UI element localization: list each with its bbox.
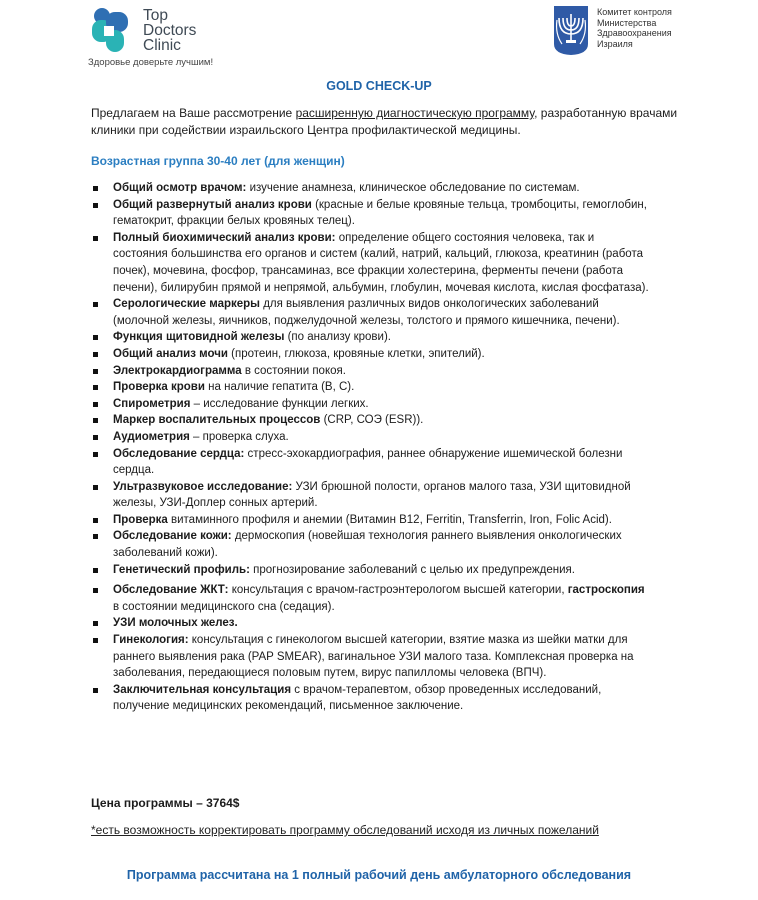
clinic-logo-text: Top Doctors Clinic [143,7,197,54]
item-text: стресс-эхокардиография, раннее обнаружение ишемической болезни сердца. [113,447,623,477]
item-title: Проверка [113,513,168,526]
list-item [91,296,651,329]
list-item [91,230,651,296]
item-text: прогнозирование заболеваний с целью их предупреждения. [249,563,575,576]
item-title: Аудиометрия [113,430,190,443]
item-text: на наличие гепатита (B, C). [204,381,355,394]
list-item [91,512,651,529]
ministry-caption: Комитет контроля Министерства Здравоохранения Израиля [597,7,672,49]
clinic-logo-cross-icon [88,6,132,56]
item-title: Обследование сердца: [113,447,245,460]
item-text: дермоскопия (новейшая технология раннего выявления онкологических заболеваний кожи). [113,530,622,560]
intro-text-end: , разработанную врачами клиники при содействии израильского Центра профилактической медицины. [91,106,678,137]
item-text: – исследование функции легких. [190,397,369,410]
item-text: (по анализу крови). [284,331,391,344]
item-text: – проверка слуха. [189,430,289,443]
item-title: Общий развернутый анализ крови [113,198,312,211]
item-title: УЗИ молочных желез. [113,617,238,630]
list-item [91,562,651,579]
item-title: Общий анализ мочи [113,347,228,360]
list-item [91,363,651,380]
list-item [91,632,651,682]
item-title: Гинекология: [113,634,189,647]
list-item [91,528,651,561]
list-item [91,682,651,715]
intro-program-link-text: расширенную диагностическую программу [295,106,535,120]
list-item [91,197,651,230]
list-item [91,180,651,197]
item-text: для выявления различных видов онкологических заболеваний (молочной железы, яичников, поджелудочной железы, толстого и прямого кишечника, печени). [113,298,620,327]
item-title: Функция щитовидной железы [113,331,285,344]
item-title: Генетический профиль: [113,563,250,576]
item-title: Заключительная консультация [113,683,292,696]
item-title: Обследование ЖКТ: [113,584,229,597]
list-item [91,412,651,429]
list-item [91,329,651,346]
item-text: УЗИ брюшной полости, органов малого таза, УЗИ щитовидной железы, УЗИ-Доплер сонных артерий. [113,480,631,510]
item-text: (красные и белые кровяные тельца, тромбоциты, гемоглобин, гематокрит, фракции белых кровяных телец). [113,198,647,228]
item-text: (протеин, глюкоза, кровяные клетки, эпителий). [227,347,485,360]
item-text: изучение анамнеза, клиническое обследование по системам. [246,182,580,194]
page-title: GOLD CHECK-UP [326,79,432,93]
list-item [91,396,651,413]
list-item [91,379,651,396]
item-text: в состоянии покоя. [241,364,346,377]
checkup-items-list [91,180,651,715]
item-title: Электрокардиограмма [113,364,242,377]
item-text: (CRP, СОЭ (ESR)). [320,414,424,427]
item-title: Обследование кожи: [113,530,232,543]
item-title: Общий осмотр врачом: [113,182,247,194]
item-text: с врачом-терапевтом, обзор проведенных исследований, получение медицинских рекомендаций, письменное заключение. [113,683,602,713]
item-text: определение общего состояния человека, так и состояния большинства его органов и систем (калий, натрий, кальций, глюкоза, креатинин (работа почек), мочевина, фосфор, трансаминаз, все фракции холестерина, ферменты печени (работа печени), билирубин прямой и непрямой, альбумин, глобулин, мочевая кислота, кислая фосфатаза). [113,231,649,294]
item-text: консультация с врачом-гастроэнтерологом высшей категории, [228,584,568,597]
item-title: Маркер воспалительных процессов [113,414,321,427]
list-item [91,429,651,446]
age-group-heading: Возрастная группа 30-40 лет (для женщин) [91,154,345,168]
item-text-secondary: в состоянии медицинского сна (седация). [113,600,335,613]
customization-note: *есть возможность корректировать программу обследований исходя из личных пожеланий [91,823,599,837]
program-price: Цена программы – 3764$ [91,796,240,810]
item-title: Полный биохимический анализ крови: [113,231,336,244]
list-item [91,346,651,363]
item-title: Спирометрия [113,397,191,410]
list-item [91,615,651,632]
item-text: консультация с гинекологом высшей категории, взятие мазка из шейки матки для раннего выявления рака (PAP SMEAR), вагинальное УЗИ малого таза. Комплексная проверка на заболевания, передающиеся половым путем, вирус папилломы человека (ВПЧ). [113,634,634,680]
ministry-emblem-icon [552,4,590,56]
item-title: Проверка крови [113,381,205,394]
clinic-tagline: Здоровье доверьте лучшим! [88,57,214,68]
list-item [91,479,651,512]
intro-text-start: Предлагаем на Ваше рассмотрение [91,106,296,120]
item-title: Серологические маркеры [113,298,261,311]
item-title: Ультразвуковое исследование: [113,480,293,493]
list-item [91,446,651,479]
item-text: витаминного профиля и анемии (Витамин B12, Ferritin, Transferrin, Iron, Folic Acid). [167,513,612,526]
intro-paragraph [91,105,711,139]
footer-duration-note: Программа рассчитана на 1 полный рабочий день амбулаторного обследования [126,868,632,882]
item-title-secondary: гастроскопия [567,584,645,597]
list-item [91,582,651,615]
